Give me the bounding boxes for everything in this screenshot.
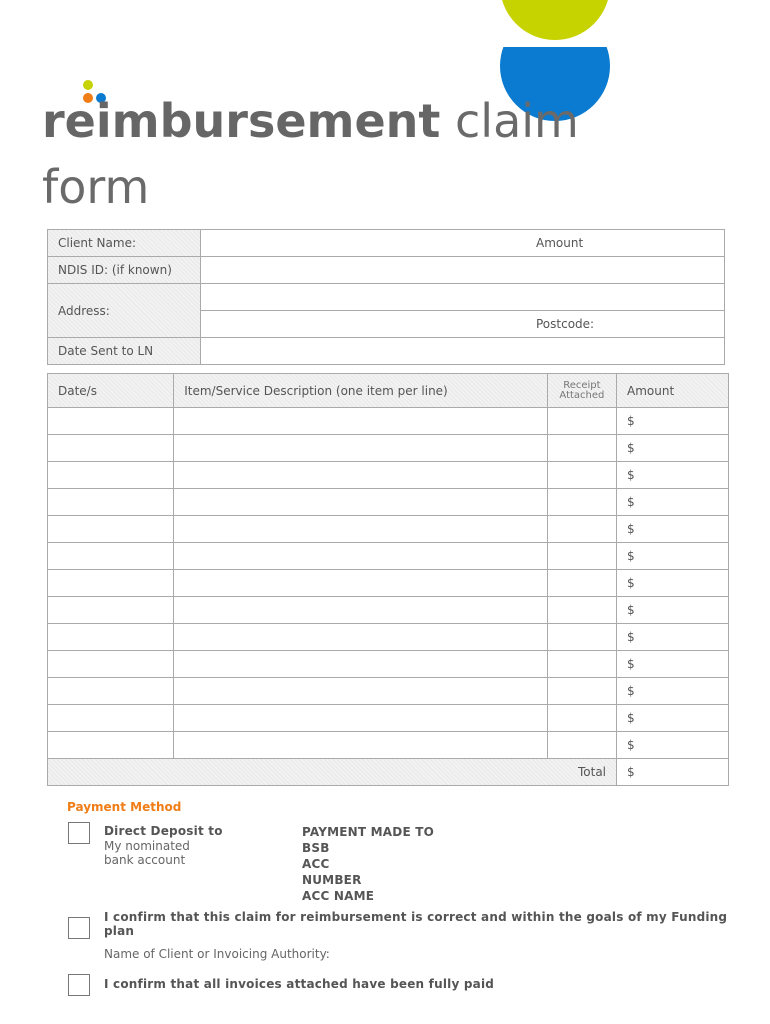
item-row bbox=[48, 570, 729, 597]
acc-name-label: ACC NAME bbox=[302, 889, 375, 903]
header-amount: Amount bbox=[617, 374, 729, 408]
item-amount-cell[interactable]: $ bbox=[617, 435, 729, 462]
ndis-id-label: NDIS ID: (if known) bbox=[48, 257, 201, 284]
acc-label: ACC bbox=[302, 857, 330, 871]
item-description-cell[interactable] bbox=[174, 597, 548, 624]
item-date-cell[interactable] bbox=[48, 462, 174, 489]
item-row bbox=[48, 435, 729, 462]
item-amount-cell[interactable]: $ bbox=[617, 489, 729, 516]
confirm-claim-text: I confirm that this claim for reimbursement is correct and within the goals of my Funding plan bbox=[104, 910, 728, 938]
date-sent-label: Date Sent to LN bbox=[48, 338, 201, 365]
item-amount-cell[interactable]: $ bbox=[617, 462, 729, 489]
item-row bbox=[48, 489, 729, 516]
item-date-cell[interactable] bbox=[48, 543, 174, 570]
item-receipt-cell[interactable] bbox=[547, 705, 616, 732]
direct-deposit-label: Direct Deposit to bbox=[104, 824, 223, 838]
amount-label: Amount bbox=[536, 236, 584, 250]
item-row bbox=[48, 597, 729, 624]
item-description-cell[interactable] bbox=[174, 651, 548, 678]
date-sent-field[interactable] bbox=[201, 338, 725, 365]
direct-deposit-checkbox[interactable] bbox=[68, 822, 90, 844]
bank-details bbox=[302, 824, 434, 904]
item-description-cell[interactable] bbox=[174, 705, 548, 732]
postcode-field[interactable] bbox=[201, 311, 725, 338]
client-info-table bbox=[47, 229, 725, 365]
item-date-cell[interactable] bbox=[48, 408, 174, 435]
address-field[interactable] bbox=[201, 284, 725, 311]
item-row bbox=[48, 705, 729, 732]
item-receipt-cell[interactable] bbox=[547, 408, 616, 435]
header-receipt-line2: Attached bbox=[559, 389, 605, 401]
item-description-cell[interactable] bbox=[174, 624, 548, 651]
item-receipt-cell[interactable] bbox=[547, 651, 616, 678]
item-description-cell[interactable] bbox=[174, 489, 548, 516]
item-date-cell[interactable] bbox=[48, 732, 174, 759]
item-amount-cell[interactable]: $ bbox=[617, 408, 729, 435]
client-name-label: Client Name: bbox=[48, 230, 201, 257]
item-amount-cell[interactable]: $ bbox=[617, 732, 729, 759]
item-receipt-cell[interactable] bbox=[547, 435, 616, 462]
item-amount-cell[interactable]: $ bbox=[617, 516, 729, 543]
total-label: Total bbox=[48, 759, 617, 786]
confirm-claim-checkbox[interactable] bbox=[68, 917, 90, 939]
nominated-line1: My nominated bbox=[104, 839, 190, 853]
item-date-cell[interactable] bbox=[48, 516, 174, 543]
item-amount-cell[interactable]: $ bbox=[617, 543, 729, 570]
item-date-cell[interactable] bbox=[48, 570, 174, 597]
client-name-field[interactable] bbox=[201, 230, 725, 257]
header-receipt-attached bbox=[547, 374, 616, 408]
item-amount-cell[interactable]: $ bbox=[617, 570, 729, 597]
payment-made-to-label: PAYMENT MADE TO bbox=[302, 825, 435, 839]
item-row bbox=[48, 651, 729, 678]
item-description-cell[interactable] bbox=[174, 516, 548, 543]
item-description-cell[interactable] bbox=[174, 732, 548, 759]
item-amount-cell[interactable]: $ bbox=[617, 624, 729, 651]
item-date-cell[interactable] bbox=[48, 435, 174, 462]
item-date-cell[interactable] bbox=[48, 489, 174, 516]
item-amount-cell[interactable]: $ bbox=[617, 705, 729, 732]
item-description-cell[interactable] bbox=[174, 543, 548, 570]
item-date-cell[interactable] bbox=[48, 651, 174, 678]
title-line2: form bbox=[42, 160, 150, 214]
decorative-yellow-circle bbox=[500, 0, 610, 40]
item-row bbox=[48, 678, 729, 705]
item-receipt-cell[interactable] bbox=[547, 732, 616, 759]
item-date-cell[interactable] bbox=[48, 597, 174, 624]
item-receipt-cell[interactable] bbox=[547, 570, 616, 597]
item-description-cell[interactable] bbox=[174, 678, 548, 705]
address-label: Address: bbox=[48, 284, 201, 338]
item-date-cell[interactable] bbox=[48, 705, 174, 732]
confirm-paid-text: I confirm that all invoices attached have been fully paid bbox=[104, 977, 495, 991]
item-row bbox=[48, 462, 729, 489]
item-receipt-cell[interactable] bbox=[547, 462, 616, 489]
payment-method-title: Payment Method bbox=[67, 800, 182, 814]
client-name-signature-label: Name of Client or Invoicing Authority: bbox=[104, 947, 330, 961]
total-amount-cell[interactable]: $ bbox=[617, 759, 729, 786]
item-receipt-cell[interactable] bbox=[547, 516, 616, 543]
nominated-line2: bank account bbox=[104, 853, 186, 867]
item-date-cell[interactable] bbox=[48, 678, 174, 705]
bsb-label: BSB bbox=[302, 841, 330, 855]
postcode-label: Postcode: bbox=[536, 317, 595, 331]
item-receipt-cell[interactable] bbox=[547, 597, 616, 624]
header-description: Item/Service Description (one item per line) bbox=[174, 374, 548, 408]
item-row bbox=[48, 516, 729, 543]
item-receipt-cell[interactable] bbox=[547, 543, 616, 570]
page-title bbox=[42, 88, 682, 220]
title-bold: reimbursement bbox=[42, 94, 441, 148]
header-receipt-line1: Receipt bbox=[563, 379, 601, 391]
item-description-cell[interactable] bbox=[174, 570, 548, 597]
item-receipt-cell[interactable] bbox=[547, 624, 616, 651]
total-row bbox=[48, 759, 729, 786]
number-label: NUMBER bbox=[302, 873, 362, 887]
item-description-cell[interactable] bbox=[174, 462, 548, 489]
item-receipt-cell[interactable] bbox=[547, 489, 616, 516]
item-description-cell[interactable] bbox=[174, 435, 548, 462]
item-amount-cell[interactable]: $ bbox=[617, 597, 729, 624]
item-row bbox=[48, 732, 729, 759]
confirm-paid-checkbox[interactable] bbox=[68, 974, 90, 996]
item-amount-cell[interactable]: $ bbox=[617, 651, 729, 678]
item-amount-cell[interactable]: $ bbox=[617, 678, 729, 705]
title-rest: claim bbox=[440, 94, 579, 148]
items-table bbox=[47, 373, 729, 786]
item-row bbox=[48, 624, 729, 651]
item-row bbox=[48, 408, 729, 435]
item-description-cell[interactable] bbox=[174, 408, 548, 435]
item-date-cell[interactable] bbox=[48, 624, 174, 651]
item-row bbox=[48, 543, 729, 570]
nominated-account-text bbox=[104, 839, 190, 867]
item-receipt-cell[interactable] bbox=[547, 678, 616, 705]
header-dates: Date/s bbox=[48, 374, 174, 408]
ndis-id-field[interactable] bbox=[201, 257, 725, 284]
